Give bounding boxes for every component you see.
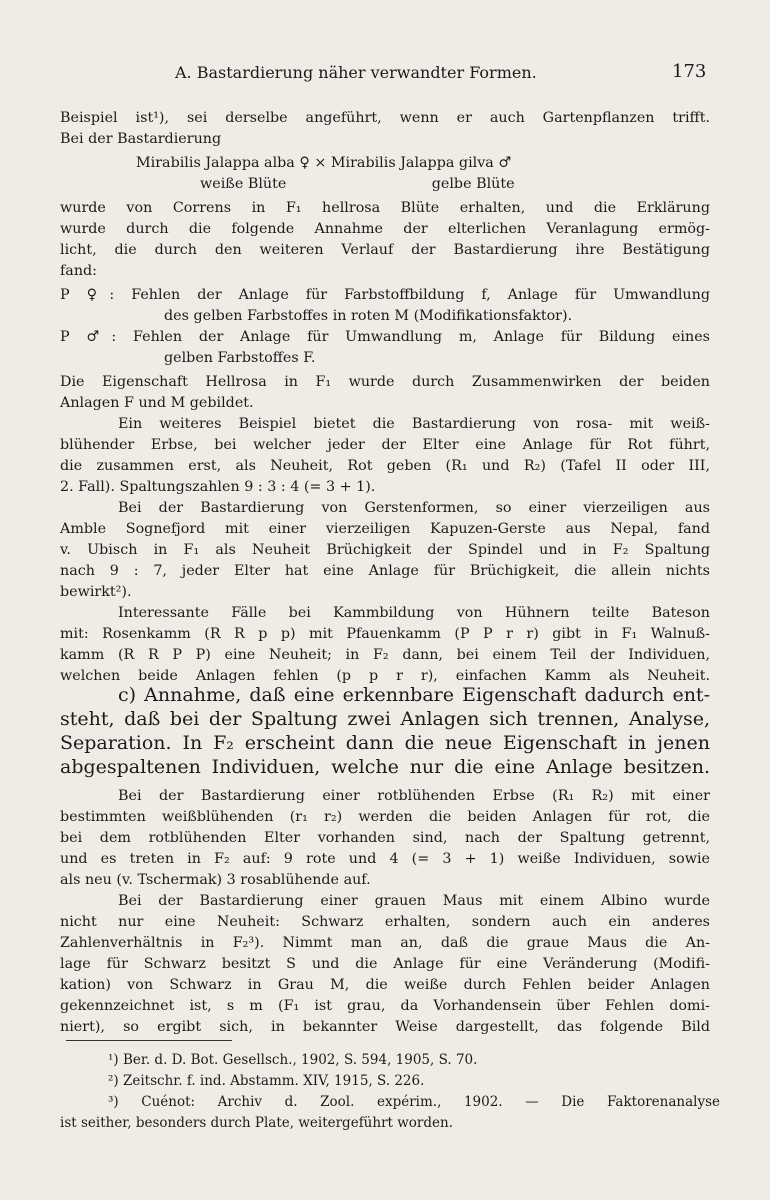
text-line: Amble Sognefjord mit einer vierzeiligen Kapuzen-Gerste aus Nepal, fand	[60, 521, 710, 537]
cross-formula-labels: weiße Blüte gelbe Blüte	[200, 176, 515, 192]
footnote: ²) Zeitschr. f. ind. Abstamm. XIV, 1915, S. 226.	[108, 1073, 425, 1089]
text-line: des gelben Farbstoffes in roten M (Modifikationsfaktor).	[164, 308, 573, 324]
section-heading-c: abgespaltenen Individuen, welche nur die eine Anlage besitzen.	[60, 756, 710, 778]
text-line: bei dem rotblühenden Elter vorhanden sind, nach der Spaltung getrennt,	[60, 830, 710, 846]
text-line: Ein weiteres Beispiel bietet die Bastardierung von rosa- mit weiß-	[118, 416, 710, 432]
text-line: kation) von Schwarz in Grau M, die weiße durch Fehlen beider Anlagen	[60, 977, 710, 993]
text-line: kamm (R R P P) eine Neuheit; in F₂ dann, bei einem Teil der Individuen,	[60, 647, 710, 663]
page-number: 173	[672, 61, 707, 82]
cross-formula: Mirabilis Jalappa alba ♀ × Mirabilis Jalappa gilva ♂	[136, 155, 512, 171]
footnote: ist seither, besonders durch Plate, weitergeführt worden.	[60, 1115, 453, 1131]
text-line: blühender Erbse, bei welcher jeder der Elter eine Anlage für Rot führt,	[60, 437, 710, 453]
section-heading-c: c) Annahme, daß eine erkennbare Eigenschaft dadurch ent-	[118, 684, 710, 706]
text-line: Interessante Fälle bei Kammbildung von Hühnern teilte Bateson	[118, 605, 710, 621]
text-line: wurde durch die folgende Annahme der elterlichen Veranlagung ermög-	[60, 221, 710, 237]
text-line: bestimmten weißblühenden (r₁ r₂) werden die beiden Anlagen für rot, die	[60, 809, 710, 825]
text-line: lage für Schwarz besitzt S und die Anlage für eine Veränderung (Modifi-	[60, 956, 710, 972]
running-header: A. Bastardierung näher verwandter Formen.	[175, 63, 537, 82]
text-line: niert), so ergibt sich, in bekannter Weise dargestellt, das folgende Bild	[60, 1019, 710, 1035]
text-line: welchen beide Anlagen fehlen (p p r r), einfachen Kamm als Neuheit.	[60, 668, 710, 684]
text-line: Bei der Bastardierung	[60, 131, 222, 147]
text-line: als neu (v. Tschermak) 3 rosablühende auf.	[60, 872, 371, 888]
text-line: Zahlenverhältnis in F₂³). Nimmt man an, daß die graue Maus die An-	[60, 935, 710, 951]
text-line: mit: Rosenkamm (R R p p) mit Pfauenkamm (P P r r) gibt in F₁ Walnuß-	[60, 626, 710, 642]
text-line: nach 9 : 7, jeder Elter hat eine Anlage für Brüchigkeit, die allein nichts	[60, 563, 710, 579]
text-line: Bei der Bastardierung von Gerstenformen, so einer vierzeiligen aus	[118, 500, 710, 516]
text-line: fand:	[60, 263, 97, 279]
section-heading-c: steht, daß bei der Spaltung zwei Anlagen sich trennen, Analyse,	[60, 708, 710, 730]
text-line: gelben Farbstoffes F.	[164, 350, 316, 366]
text-line: Bei der Bastardierung einer grauen Maus mit einem Albino wurde	[118, 893, 710, 909]
text-line: bewirkt²).	[60, 584, 132, 600]
text-line: die zusammen erst, als Neuheit, Rot geben (R₁ und R₂) (Tafel II oder III,	[60, 458, 710, 474]
text-line: 2. Fall). Spaltungszahlen 9 : 3 : 4 (= 3 + 1).	[60, 479, 376, 495]
text-line: wurde von Correns in F₁ hellrosa Blüte erhalten, und die Erklärung	[60, 200, 710, 216]
text-line: Anlagen F und M gebildet.	[60, 395, 254, 411]
text-line: Bei der Bastardierung einer rotblühenden Erbse (R₁ R₂) mit einer	[118, 788, 710, 804]
section-heading-c: Separation. In F₂ erscheint dann die neue Eigenschaft in jenen	[60, 732, 710, 754]
text-line: P ♂: Fehlen der Anlage für Umwandlung m, Anlage für Bildung eines	[60, 329, 710, 345]
footnote: ¹) Ber. d. D. Bot. Gesellsch., 1902, S. 594, 1905, S. 70.	[108, 1052, 478, 1068]
text-line: und es treten in F₂ auf: 9 rote und 4 (= 3 + 1) weiße Individuen, sowie	[60, 851, 710, 867]
text-line: gekennzeichnet ist, s m (F₁ ist grau, da Vorhandensein über Fehlen domi-	[60, 998, 710, 1014]
footnote-rule	[66, 1040, 232, 1041]
footnote: ³) Cuénot: Archiv d. Zool. expérim., 1902. — Die Faktorenanalyse	[108, 1094, 720, 1110]
text-line: v. Ubisch in F₁ als Neuheit Brüchigkeit der Spindel und in F₂ Spaltung	[60, 542, 710, 558]
text-line: nicht nur eine Neuheit: Schwarz erhalten, sondern auch ein anderes	[60, 914, 710, 930]
text-line: Beispiel ist¹), sei derselbe angeführt, wenn er auch Gartenpflanzen trifft.	[60, 110, 710, 126]
text-line: Die Eigenschaft Hellrosa in F₁ wurde durch Zusammenwirken der beiden	[60, 374, 710, 390]
text-line: P ♀: Fehlen der Anlage für Farbstoffbildung f, Anlage für Umwandlung	[60, 287, 710, 303]
text-line: licht, die durch den weiteren Verlauf der Bastardierung ihre Bestätigung	[60, 242, 710, 258]
